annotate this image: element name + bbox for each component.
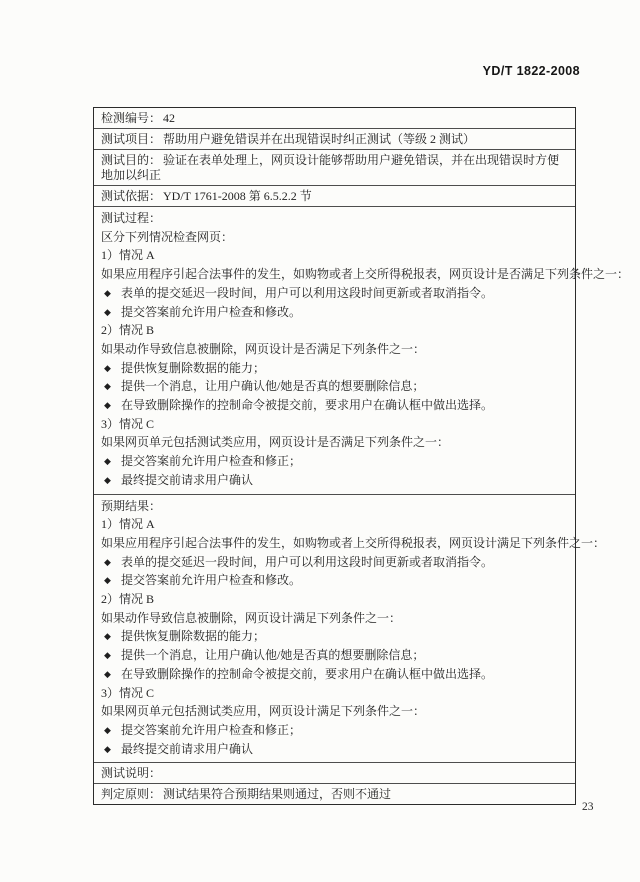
diamond-bullet-icon: ◆ <box>104 724 111 735</box>
expected-line <box>101 740 568 759</box>
expected-line: 如果动作导致信息被删除，网页设计满足下列条件之一： <box>101 610 402 625</box>
bullet-text: 提供一个消息，让用户确认他/她是否真的想要删除信息； <box>121 379 425 394</box>
process-lines <box>101 228 630 490</box>
field-label-test-purpose: 测试目的： <box>101 153 162 167</box>
field-value-test-purpose: 验证在表单处理上，网页设计能够帮助用户避免错误，并在出现错误时方便地加以纠正 <box>101 153 560 182</box>
bullet-text: 提交答案前允许用户检查和修正； <box>121 454 302 469</box>
process-line <box>101 377 568 396</box>
process-line: 2）情况 B <box>101 323 155 338</box>
field-label-test-notes: 测试说明： <box>101 766 162 781</box>
expected-line: 如果应用程序引起合法事件的发生，如购物或者上交所得税报表，网页设计满足下列条件之一： <box>101 535 606 550</box>
bullet-text: 最终提交前请求用户确认 <box>121 741 254 756</box>
diamond-bullet-icon: ◆ <box>104 668 111 679</box>
field-label-judgement: 判定原则： <box>101 787 162 802</box>
expected-line: 1）情况 A <box>101 517 155 532</box>
process-line: 如果应用程序引起合法事件的发生，如购物或者上交所得税报表，网页设计是否满足下列条件之一： <box>101 267 630 282</box>
field-value-test-item: 帮助用户避免错误并在出现错误时纠正测试（等级 2 测试） <box>163 132 476 146</box>
table-row-test-item <box>94 128 575 149</box>
diamond-bullet-icon: ◆ <box>104 474 111 485</box>
expected-line <box>101 571 568 590</box>
field-value-judgement: 测试结果符合预期结果则通过，否则不通过 <box>163 787 392 802</box>
bullet-text: 提供恢复删除数据的能力； <box>121 360 266 375</box>
expected-line <box>101 665 568 684</box>
diamond-bullet-icon: ◆ <box>104 456 111 467</box>
expected-line: 2）情况 B <box>101 592 155 607</box>
field-label-test-item: 测试项目： <box>101 132 162 146</box>
field-value-test-basis: YD/T 1761-2008 第 6.5.2.2 节 <box>163 189 312 203</box>
diamond-bullet-icon: ◆ <box>104 362 111 373</box>
table-row-judgement <box>94 783 575 804</box>
process-line: 区分下列情况检查网页： <box>101 229 234 244</box>
table-row-test-notes <box>94 762 575 783</box>
expected-line <box>101 553 568 572</box>
process-line <box>101 396 568 415</box>
process-line: 3）情况 C <box>101 416 155 431</box>
diamond-bullet-icon: ◆ <box>104 556 111 567</box>
expected-line <box>101 627 568 646</box>
bullet-text: 最终提交前请求用户确认 <box>121 472 254 487</box>
bullet-text: 表单的提交延迟一段时间，用户可以利用这段时间更新或者取消指令。 <box>121 554 494 569</box>
diamond-bullet-icon: ◆ <box>104 400 111 411</box>
expected-line <box>101 646 568 665</box>
diamond-bullet-icon: ◆ <box>104 650 111 661</box>
bullet-text: 提交答案前允许用户检查和修改。 <box>121 573 302 588</box>
diamond-bullet-icon: ◆ <box>104 575 111 586</box>
field-label-test-basis: 测试依据： <box>101 189 162 203</box>
diamond-bullet-icon: ◆ <box>104 743 111 754</box>
field-label-test-id: 检测编号： <box>101 111 162 125</box>
section-title-process: 测试过程： <box>101 211 162 225</box>
page-number: 23 <box>582 801 594 813</box>
table-row-expected-results <box>94 494 606 763</box>
diamond-bullet-icon: ◆ <box>104 306 111 317</box>
bullet-text: 提交答案前允许用户检查和修改。 <box>121 304 302 319</box>
test-record-table <box>93 107 630 805</box>
bullet-text: 在导致删除操作的控制命令被提交前，要求用户在确认框中做出选择。 <box>121 398 494 413</box>
expected-line: 3）情况 C <box>101 685 155 700</box>
process-line <box>101 359 568 378</box>
process-line <box>101 452 568 471</box>
table-row-test-basis <box>94 185 575 206</box>
section-title-expected: 预期结果： <box>101 498 162 513</box>
expected-lines <box>101 515 606 758</box>
table-row-test-process <box>94 206 630 494</box>
process-line <box>101 284 568 303</box>
expected-line <box>101 721 568 740</box>
bullet-text: 在导致删除操作的控制命令被提交前，要求用户在确认框中做出选择。 <box>121 666 494 681</box>
process-line <box>101 303 568 322</box>
standard-number-header: YD/T 1822-2008 <box>482 64 580 78</box>
field-value-test-id: 42 <box>163 111 176 125</box>
table-row-test-purpose <box>94 149 575 185</box>
process-line: 如果网页单元包括测试类应用，网页设计是否满足下列条件之一： <box>101 435 450 450</box>
bullet-text: 提交答案前允许用户检查和修正； <box>121 722 302 737</box>
bullet-text: 提供恢复删除数据的能力； <box>121 629 266 644</box>
diamond-bullet-icon: ◆ <box>104 381 111 392</box>
diamond-bullet-icon: ◆ <box>104 287 111 298</box>
diamond-bullet-icon: ◆ <box>104 631 111 642</box>
expected-line: 如果网页单元包括测试类应用，网页设计满足下列条件之一： <box>101 704 426 719</box>
bullet-text: 表单的提交延迟一段时间，用户可以利用这段时间更新或者取消指令。 <box>121 285 494 300</box>
process-line <box>101 471 568 490</box>
table-row-test-id <box>94 108 575 128</box>
bullet-text: 提供一个消息，让用户确认他/她是否真的想要删除信息； <box>121 648 425 663</box>
process-line: 1）情况 A <box>101 248 155 263</box>
process-line: 如果动作导致信息被删除，网页设计是否满足下列条件之一： <box>101 341 426 356</box>
